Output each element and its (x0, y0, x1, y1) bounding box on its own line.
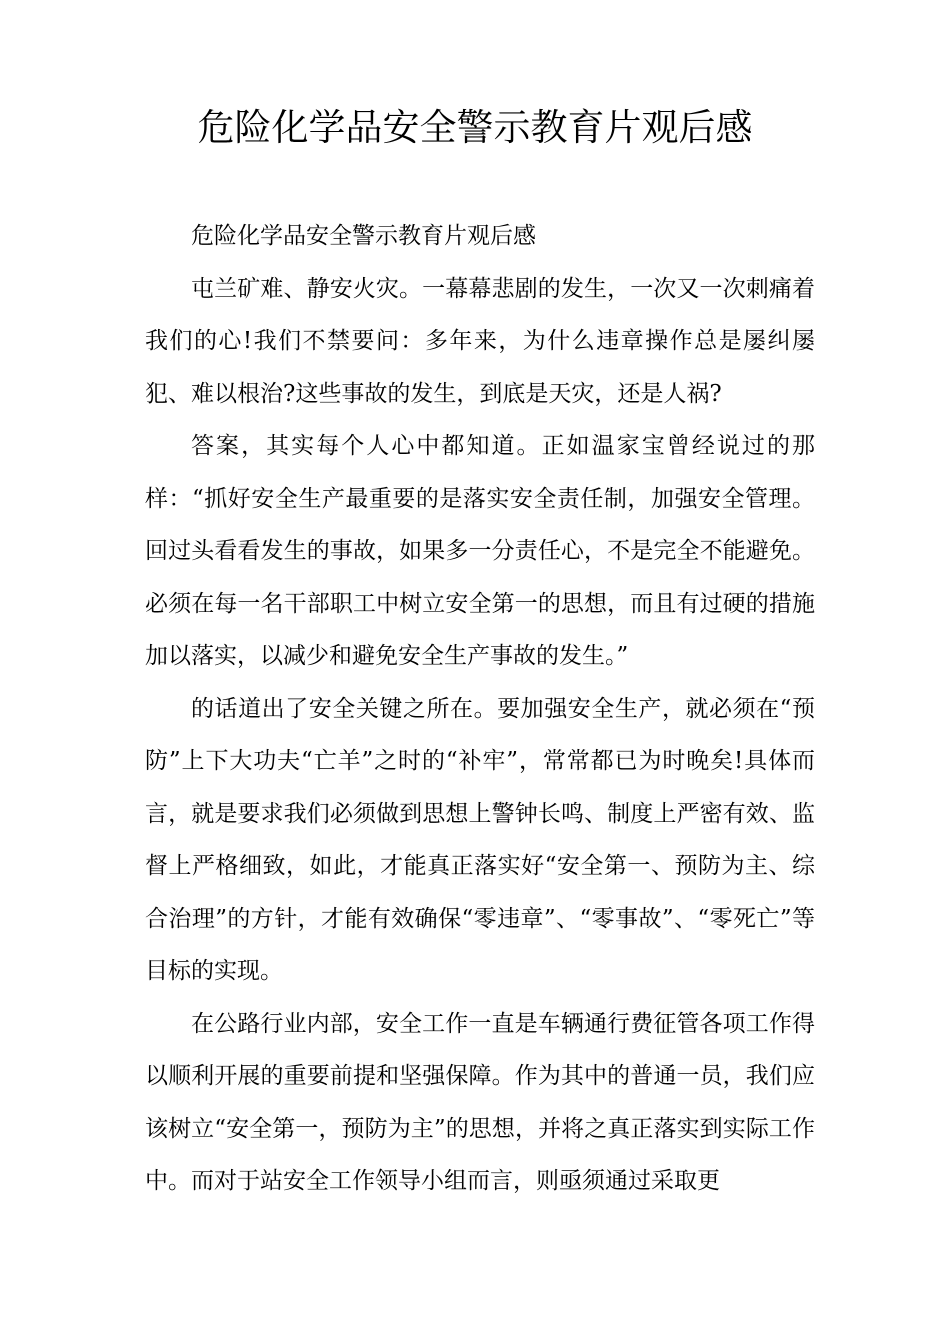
paragraph-3: 的话道出了安全关键之所在。要加强安全生产，就必须在“预防”上下大功夫“亡羊”之时的“补牢”，常常都已为时晚矣!具体而言，就是要求我们必须做到思想上警钟长鸣、制度上严密有效、监督上严格细致，如此，才能真正落实好“安全第一、预防为主、综合治理”的方针，才能有效确保“零违章”、“零事故”、“零死亡”等目标的实现。 (145, 695, 815, 984)
document-body (145, 210, 815, 1208)
paragraph-4: 在公路行业内部，安全工作一直是车辆通行费征管各项工作得以顺利开展的重要前提和坚强保障。作为其中的普通一员，我们应该树立“安全第一，预防为主”的思想，并将之真正落实到实际工作中。而对于站安全工作领导小组而言，则亟须通过采取更 (145, 1010, 815, 1194)
paragraph-2: 答案，其实每个人心中都知道。正如温家宝曾经说过的那样：“抓好安全生产最重要的是落实安全责任制，加强安全管理。回过头看看发生的事故，如果多一分责任心，不是完全不能避免。必须在每一名干部职工中树立安全第一的思想，而且有过硬的措施加以落实，以减少和避免安全生产事故的发生。” (145, 433, 815, 669)
document-title: 危险化学品安全警示教育片观后感 (197, 106, 753, 149)
paragraph-1: 屯兰矿难、静安火灾。一幕幕悲剧的发生，一次又一次刺痛着我们的心!我们不禁要问：多年来，为什么违章操作总是屡纠屡犯、难以根治?这些事故的发生，到底是天灾，还是人祸? (145, 275, 815, 407)
paragraph-subtitle: 危险化学品安全警示教育片观后感 (191, 223, 536, 249)
